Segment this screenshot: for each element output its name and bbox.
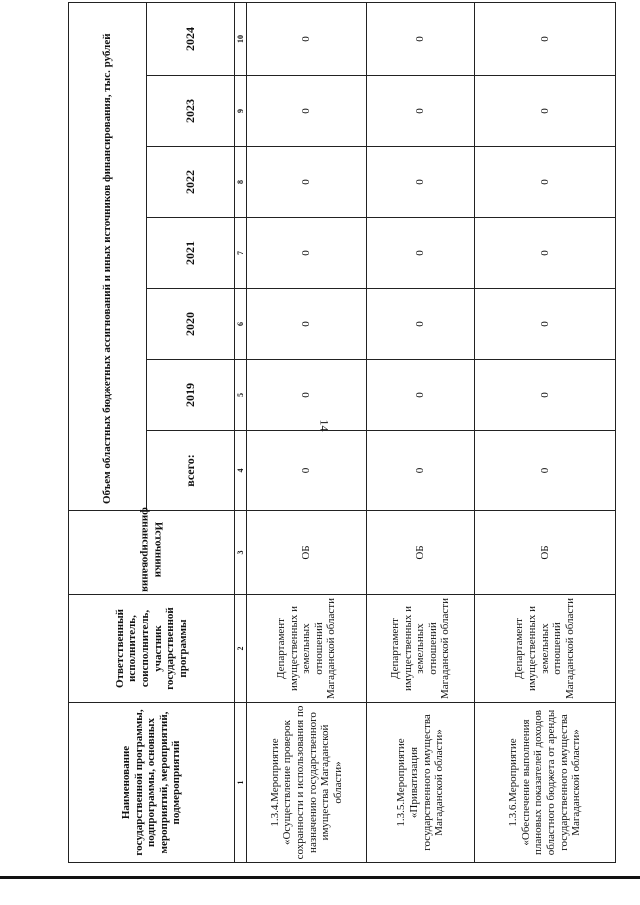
row-value-2023: 0: [475, 76, 616, 147]
header-year-2023: 2023: [147, 76, 235, 147]
header-year-2021: 2021: [147, 218, 235, 289]
table-wrapper: [68, 3, 616, 863]
row-value-2019: 0: [475, 360, 616, 431]
header-total: всего:: [147, 431, 235, 511]
row-value-2022: 0: [475, 147, 616, 218]
row-value-2020: 0: [475, 289, 616, 360]
column-number: 2: [235, 595, 247, 703]
column-number: 3: [235, 511, 247, 595]
table-row: [247, 2, 367, 862]
row-name: 1.3.6.Мероприятие «Обеспечение выполнения плановых показателей доходов областного бюджета от аренды государственного имущества Магаданской области»: [475, 703, 616, 863]
row-value-2019: 0: [367, 360, 475, 431]
header-year-2020: 2020: [147, 289, 235, 360]
column-number: 6: [235, 289, 247, 360]
row-value-total: 0: [475, 431, 616, 511]
row-value-2022: 0: [247, 147, 367, 218]
header-funding: Объем областных бюджетных ассигнований и иных источников финансирования, тыс. рублей: [69, 2, 147, 510]
row-value-total: 0: [367, 431, 475, 511]
column-number: 5: [235, 360, 247, 431]
rotated-table-container: [68, 3, 616, 863]
page-number: 14: [317, 419, 332, 432]
row-value-2020: 0: [247, 289, 367, 360]
column-number: 10: [235, 2, 247, 75]
column-number: 9: [235, 76, 247, 147]
row-executor: Департамент имущественных и земельных отношений Магаданской области: [247, 595, 367, 703]
row-source: ОБ: [247, 511, 367, 595]
row-value-2024: 0: [247, 2, 367, 75]
row-value-2023: 0: [247, 76, 367, 147]
header-executor: Ответственный исполнитель, соисполнитель, участник государственной программы: [69, 595, 235, 703]
row-source: ОБ: [367, 511, 475, 595]
header-year-2019: 2019: [147, 360, 235, 431]
column-number: 1: [235, 703, 247, 863]
row-value-2022: 0: [367, 147, 475, 218]
header-source-text: Источники финансирования: [139, 507, 165, 592]
column-number: 7: [235, 218, 247, 289]
row-executor: Департамент имущественных и земельных отношений Магаданской области: [367, 595, 475, 703]
row-value-2021: 0: [475, 218, 616, 289]
row-value-2024: 0: [475, 2, 616, 75]
row-value-2020: 0: [367, 289, 475, 360]
row-name: 1.3.4.Мероприятие «Осуществление проверок сохранности и использования по назначению государственного имущества Магаданской области»: [247, 703, 367, 863]
column-number: 4: [235, 431, 247, 511]
header-year-2024: 2024: [147, 2, 235, 75]
column-number-row: [235, 2, 247, 862]
row-value-2019: 0: [247, 360, 367, 431]
table-row: [367, 2, 475, 862]
row-value-2021: 0: [367, 218, 475, 289]
column-number: 8: [235, 147, 247, 218]
table-row: [475, 2, 616, 862]
bottom-rule: [0, 876, 640, 879]
row-executor: Департамент имущественных и земельных отношений Магаданской области: [475, 595, 616, 703]
header-source: [69, 507, 235, 595]
row-name: 1.3.5.Мероприятие «Приватизация государственного имущества Магаданской области»: [367, 703, 475, 863]
header-year-2022: 2022: [147, 147, 235, 218]
row-value-2024: 0: [367, 2, 475, 75]
row-value-2023: 0: [367, 76, 475, 147]
header-program-name: Наименование государственной программы, подпрограммы, основных мероприятий, мероприятий, подмероприятий: [69, 703, 235, 863]
row-source: ОБ: [475, 511, 616, 595]
row-value-2021: 0: [247, 218, 367, 289]
funding-table: [68, 2, 616, 863]
row-value-total: 0: [247, 431, 367, 511]
